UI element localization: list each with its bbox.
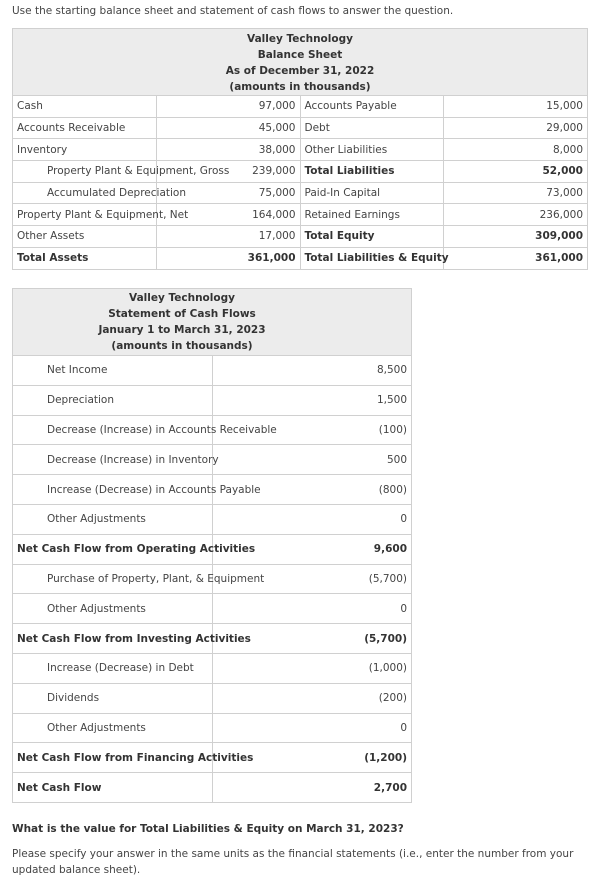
cf-value: (200) <box>212 683 412 713</box>
cf-units: (amounts in thousands) <box>111 340 253 352</box>
cf-subtotal-label: Net Cash Flow from Investing Activities <box>13 624 213 654</box>
bs-right-value: 8,000 <box>444 139 588 161</box>
bs-title: Balance Sheet <box>257 49 343 61</box>
table-row <box>13 564 412 594</box>
cf-label: Other Adjustments <box>13 594 213 624</box>
bs-right-value: 236,000 <box>444 204 588 226</box>
cf-title: Statement of Cash Flows <box>108 308 256 320</box>
table-row <box>13 534 412 564</box>
cf-subtotal-label: Net Cash Flow from Operating Activities <box>13 534 213 564</box>
bs-left-label: Accounts Receivable <box>13 117 157 139</box>
bs-units: (amounts in thousands) <box>229 81 371 93</box>
bs-left-value: 45,000 <box>156 117 300 139</box>
bs-right-label: Debt <box>300 117 444 139</box>
cf-label: Decrease (Increase) in Accounts Receivable <box>13 415 213 445</box>
bs-right-value: 29,000 <box>444 117 588 139</box>
table-row <box>13 247 588 269</box>
bs-left-label: Property Plant & Equipment, Net <box>13 204 157 226</box>
table-row <box>13 624 412 654</box>
bs-right-label: Retained Earnings <box>300 204 444 226</box>
cf-subtotal-label: Net Cash Flow from Financing Activities <box>13 743 213 773</box>
bs-date: As of December 31, 2022 <box>225 65 375 77</box>
cf-subtotal-value: (5,700) <box>212 624 412 654</box>
cf-label: Depreciation <box>13 385 213 415</box>
bs-right-value: 309,000 <box>444 226 588 248</box>
table-row <box>13 445 412 475</box>
bs-right-value: 361,000 <box>444 247 588 269</box>
table-row <box>13 161 588 183</box>
question-text: What is the value for Total Liabilities & Equity on March 31, 2023? <box>12 823 404 835</box>
bs-left-label: Other Assets <box>13 226 157 248</box>
table-row <box>13 415 412 445</box>
bs-left-value: 75,000 <box>156 182 300 204</box>
table-row <box>13 204 588 226</box>
table-row <box>13 117 588 139</box>
table-row <box>13 504 412 534</box>
cf-value: 8,500 <box>212 356 412 386</box>
cash-flow-header <box>13 289 412 356</box>
table-row <box>13 594 412 624</box>
bs-right-label: Paid-In Capital <box>300 182 444 204</box>
intro-text: Use the starting balance sheet and statement of cash flows to answer the question. <box>12 5 454 17</box>
table-row <box>13 713 412 743</box>
cf-value: (5,700) <box>212 564 412 594</box>
table-row <box>13 139 588 161</box>
table-row <box>13 475 412 505</box>
bs-left-label: Total Assets <box>13 247 157 269</box>
cf-subtotal-value: (1,200) <box>212 743 412 773</box>
table-row <box>13 226 588 248</box>
cf-total-label: Net Cash Flow <box>13 773 213 803</box>
cf-value: 500 <box>212 445 412 475</box>
bs-right-label: Accounts Payable <box>300 96 444 118</box>
table-row <box>13 773 412 803</box>
cf-label: Increase (Decrease) in Debt <box>13 653 213 683</box>
instruction-note: Please specify your answer in the same units as the financial statements (i.e., enter the number from your updated balance sheet). <box>12 848 574 876</box>
cf-period: January 1 to March 31, 2023 <box>98 324 266 336</box>
bs-left-value: 17,000 <box>156 226 300 248</box>
cash-flow-table <box>12 288 412 803</box>
cf-label: Other Adjustments <box>13 713 213 743</box>
bs-right-label: Total Liabilities <box>300 161 444 183</box>
bs-left-label: Property Plant & Equipment, Gross <box>13 161 157 183</box>
bs-left-label: Inventory <box>13 139 157 161</box>
bs-left-value: 361,000 <box>156 247 300 269</box>
table-row <box>13 182 588 204</box>
bs-right-label: Other Liabilities <box>300 139 444 161</box>
cf-value: 0 <box>212 713 412 743</box>
cf-value: 0 <box>212 504 412 534</box>
table-row <box>13 96 588 118</box>
bs-right-label: Total Liabilities & Equity <box>300 247 444 269</box>
bs-right-value: 52,000 <box>444 161 588 183</box>
bs-left-label: Cash <box>13 96 157 118</box>
cf-total-value: 2,700 <box>212 773 412 803</box>
bs-right-label: Total Equity <box>300 226 444 248</box>
bs-left-value: 239,000 <box>156 161 300 183</box>
cf-label: Purchase of Property, Plant, & Equipment <box>13 564 213 594</box>
bs-left-value: 164,000 <box>156 204 300 226</box>
table-row <box>13 743 412 773</box>
bs-left-label: Accumulated Depreciation <box>13 182 157 204</box>
balance-sheet-header <box>13 29 588 96</box>
cf-label: Increase (Decrease) in Accounts Payable <box>13 475 213 505</box>
bs-left-value: 38,000 <box>156 139 300 161</box>
cf-subtotal-value: 9,600 <box>212 534 412 564</box>
bs-right-value: 15,000 <box>444 96 588 118</box>
table-row <box>13 356 412 386</box>
cf-value: 1,500 <box>212 385 412 415</box>
cf-label: Decrease (Increase) in Inventory <box>13 445 213 475</box>
balance-sheet-table <box>12 28 588 270</box>
cf-label: Dividends <box>13 683 213 713</box>
cf-company: Valley Technology <box>129 292 235 304</box>
bs-company: Valley Technology <box>247 33 353 45</box>
cf-label: Net Income <box>13 356 213 386</box>
table-row <box>13 683 412 713</box>
bs-right-value: 73,000 <box>444 182 588 204</box>
table-row <box>13 653 412 683</box>
bs-left-value: 97,000 <box>156 96 300 118</box>
cf-value: (100) <box>212 415 412 445</box>
cf-value: 0 <box>212 594 412 624</box>
table-row <box>13 385 412 415</box>
cf-label: Other Adjustments <box>13 504 213 534</box>
cf-value: (800) <box>212 475 412 505</box>
cf-value: (1,000) <box>212 653 412 683</box>
